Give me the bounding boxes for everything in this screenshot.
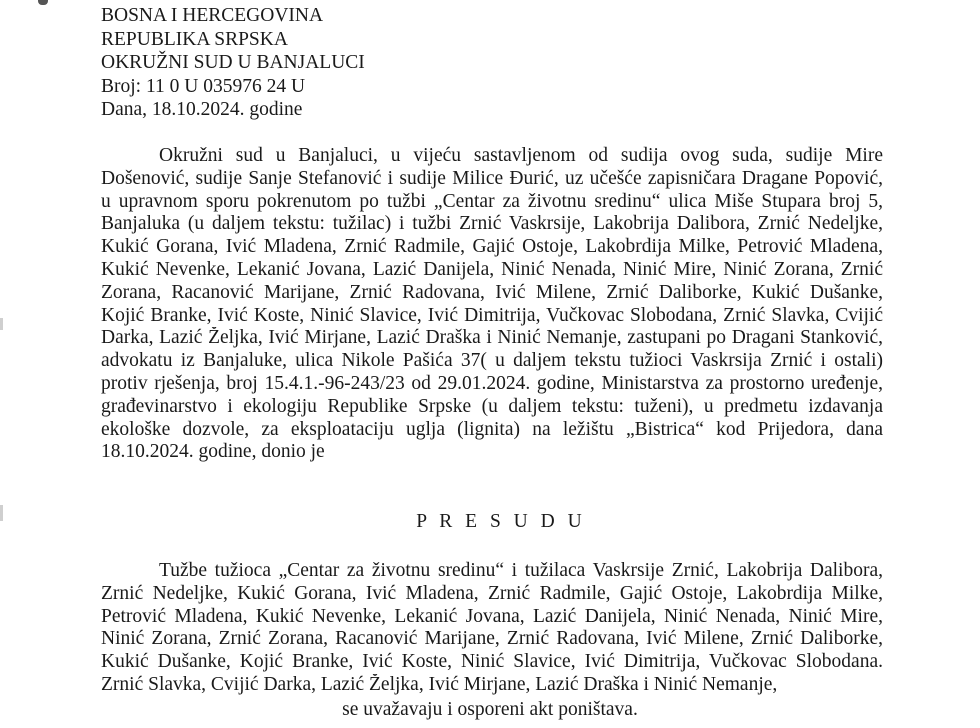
- paragraph-line: ekološke dozvole, za eksploataciju uglja (lignita) na ležištu „Bistrica“ kod Prijedora, dana: [101, 418, 883, 440]
- verdict-title: P R E S U D U: [416, 511, 586, 532]
- paragraph-line: građevinarstvo i ekologiju Republike Srpske (u daljem tekstu: tuženi), u predmetu izdavanja: [101, 395, 883, 417]
- document-date: Dana, 18.10.2024. godine: [101, 99, 303, 120]
- paragraph-line: Kukić Nevenke, Lekanić Jovana, Lazić Danijela, Ninić Nenada, Ninić Mire, Ninić Zorana, Zrnić: [101, 258, 883, 280]
- paragraph-line: Kukić Dušanke, Kojić Branke, Ivić Koste, Ninić Slavice, Ivić Dimitrija, Vučkovac Slobodana.: [101, 651, 883, 673]
- paragraph-line: protiv rješenja, broj 15.4.1.-96-243/23 od 29.01.2024. godine, Ministarstva za prostorno uređenje,: [101, 372, 883, 394]
- paragraph-line: Tužbe tužioca „Centar za životnu sredinu“ i tužilaca Vaskrsije Zrnić, Lakobrija Dalibora,: [159, 560, 883, 581]
- paragraph-line: Banjaluka (u daljem tekstu: tužilac) i tužbi Zrnić Vaskrsije, Lakobrija Dalibora, Zrnić Nedeljke,: [101, 213, 883, 235]
- paragraph-line: Zrnić Slavka, Cvijić Darka, Lazić Željka, Ivić Mirjane, Lazić Draška i Ninić Nemanje,: [101, 673, 778, 695]
- paragraph-line: Okružni sud u Banjaluci, u vijeću sastavljenom od sudija ovog suda, sudije Mire: [159, 145, 883, 166]
- paragraph-line: advokatu iz Banjaluke, ulica Nikole Pašića 37( u daljem tekstu tužioci Vaskrsija Zrnić i ostali): [101, 350, 883, 372]
- paragraph-line: Petrović Mladena, Kukić Nevenke, Lekanić Jovana, Lazić Danijela, Ninić Nenada, Ninić Mire,: [101, 605, 883, 627]
- case-number: Broj: 11 0 U 035976 24 U: [101, 75, 306, 97]
- paragraph-line: 18.10.2024. godine, donio je: [101, 441, 325, 463]
- paragraph-line: Kukić Gorana, Ivić Mladena, Zrnić Radmile, Gajić Ostoje, Lakobrdija Milke, Petrović Mladena,: [101, 236, 883, 258]
- paragraph-line: Zorana, Racanović Marijane, Zrnić Radovana, Ivić Milene, Zrnić Daliborke, Kukić Dušanke,: [101, 281, 883, 303]
- verdict-paragraph: [101, 560, 883, 697]
- paragraph-line: Darka, Lazić Željka, Ivić Mirjane, Lazić Draška i Ninić Nemanje, zastupani po Dragani Stanković,: [101, 327, 883, 349]
- paragraph-line: Kojić Branke, Ivić Koste, Ninić Slavice, Ivić Dimitrija, Vučkovac Slobodana, Zrnić Slavka, Cvijić: [101, 304, 883, 326]
- court-header: [101, 4, 365, 122]
- paragraph-line: Došenović, sudije Sanje Stefanović i sudije Milice Đurić, uz učešće zapisničara Dragane Popović,: [101, 167, 883, 189]
- scan-mark: [0, 318, 3, 330]
- paragraph-line: u upravnom sporu pokrenutom po tužbi „Centar za životnu sredinu“ ulica Miše Stupara broj 5,: [101, 190, 883, 212]
- header-country: BOSNA I HERCEGOVINA: [101, 5, 324, 26]
- paragraph-line: Ninić Zorana, Zrnić Zorana, Racanović Marijane, Zrnić Radovana, Ivić Milene, Zrnić Daliborke,: [101, 628, 883, 650]
- intro-paragraph: [101, 145, 883, 464]
- header-court: OKRUŽNI SUD U BANJALUCI: [101, 52, 365, 73]
- verdict-conclusion: se uvažavaju i osporeni akt poništava.: [342, 699, 638, 720]
- paragraph-line: Zrnić Nedeljke, Kukić Gorana, Ivić Mladena, Zrnić Radmile, Gajić Ostoje, Lakobrdija Milke,: [101, 582, 883, 604]
- header-entity: REPUBLIKA SRPSKA: [101, 28, 288, 50]
- scan-mark: [38, 0, 48, 5]
